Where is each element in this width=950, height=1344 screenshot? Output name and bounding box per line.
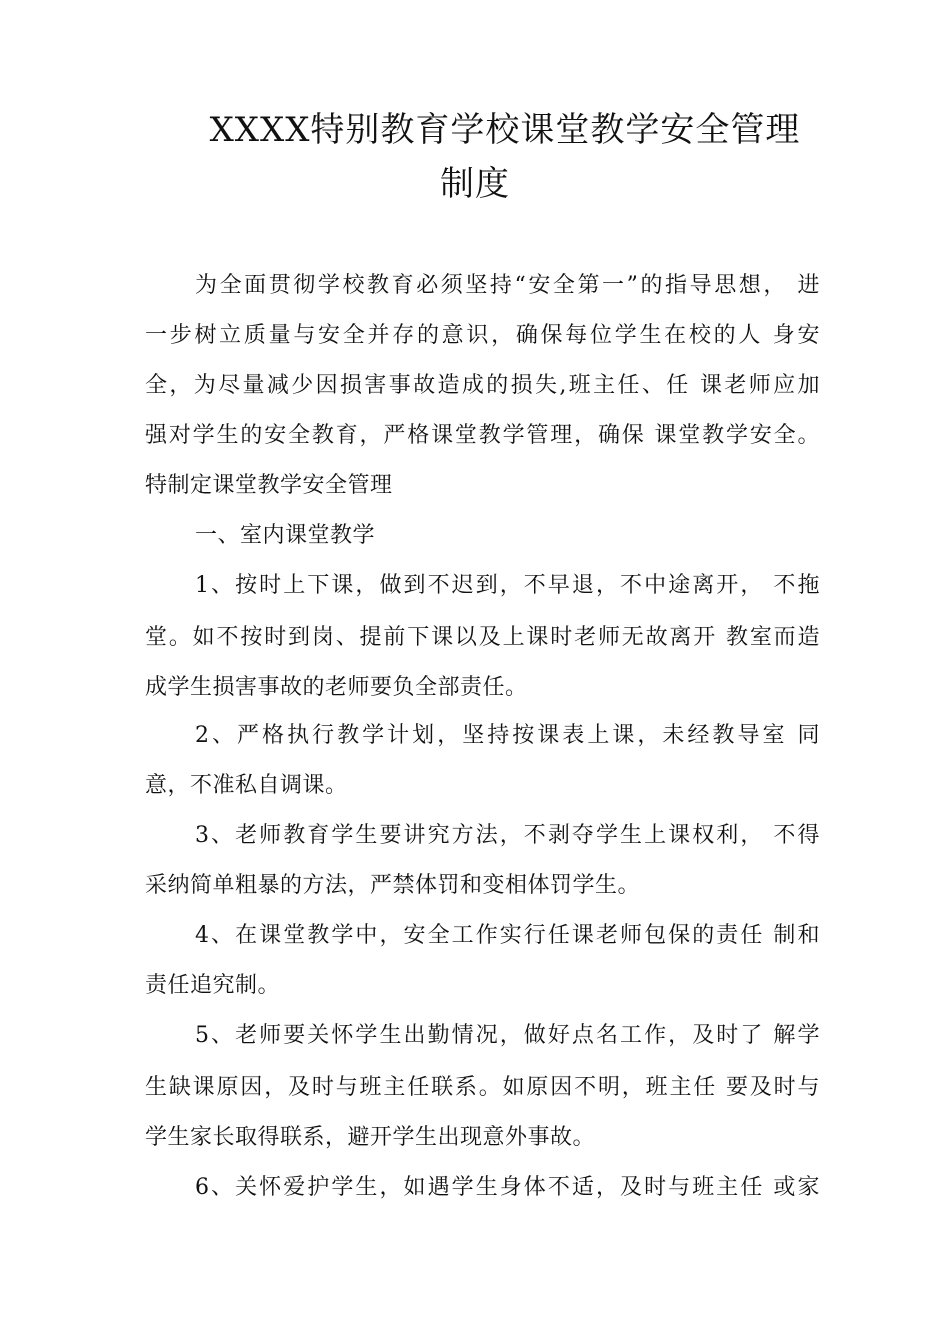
paragraph-line: 为全面贯彻学校教育必须坚持“安全第一”的指导思想， 进	[195, 273, 820, 298]
paragraph-line: 全，为尽量减少因损害事故造成的损失,班主任、任 课老师应加	[145, 373, 820, 398]
list-item-line: 生缺课原因，及时与班主任联系。如原因不明，班主任 要及时与	[145, 1075, 820, 1100]
list-item-line: 6、关怀爱护学生，如遇学生身体不适，及时与班主任 或家	[195, 1175, 820, 1200]
list-item-line: 堂。如不按时到岗、提前下课以及上课时老师无故离开 教室而造	[145, 625, 820, 650]
list-item-line: 3、老师教育学生要讲究方法，不剥夺学生上课权利， 不得	[195, 823, 820, 848]
paragraph-line: 一步树立质量与安全并存的意识，确保每位学生在校的人 身安	[145, 323, 820, 348]
list-item-line: 采纳简单粗暴的方法，严禁体罚和变相体罚学生。	[145, 873, 641, 898]
list-item-line: 成学生损害事故的老师要负全部责任。	[145, 675, 528, 700]
section-heading: 一、室内课堂教学	[195, 523, 376, 548]
list-item-line: 4、在课堂教学中，安全工作实行任课老师包保的责任 制和	[195, 923, 820, 948]
list-item-line: 责任追究制。	[145, 973, 281, 998]
paragraph-line: 强对学生的安全教育，严格课堂教学管理，确保 课堂教学安全。	[145, 423, 820, 448]
list-item-line: 学生家长取得联系，避开学生出现意外事故。	[145, 1125, 596, 1150]
paragraph-line: 特制定课堂教学安全管理	[145, 473, 393, 498]
document-title-line-2: 制度	[440, 164, 510, 204]
list-item-line: 1、按时上下课，做到不迟到，不早退，不中途离开， 不拖	[195, 573, 820, 598]
list-item-line: 2、严格执行教学计划，坚持按课表上课，未经教导室 同	[195, 723, 820, 748]
list-item-line: 5、老师要关怀学生出勤情况，做好点名工作，及时了 解学	[195, 1023, 820, 1048]
list-item-line: 意，不准私自调课。	[145, 773, 348, 798]
document-title-line-1: XXXX特别教育学校课堂教学安全管理	[209, 110, 801, 150]
